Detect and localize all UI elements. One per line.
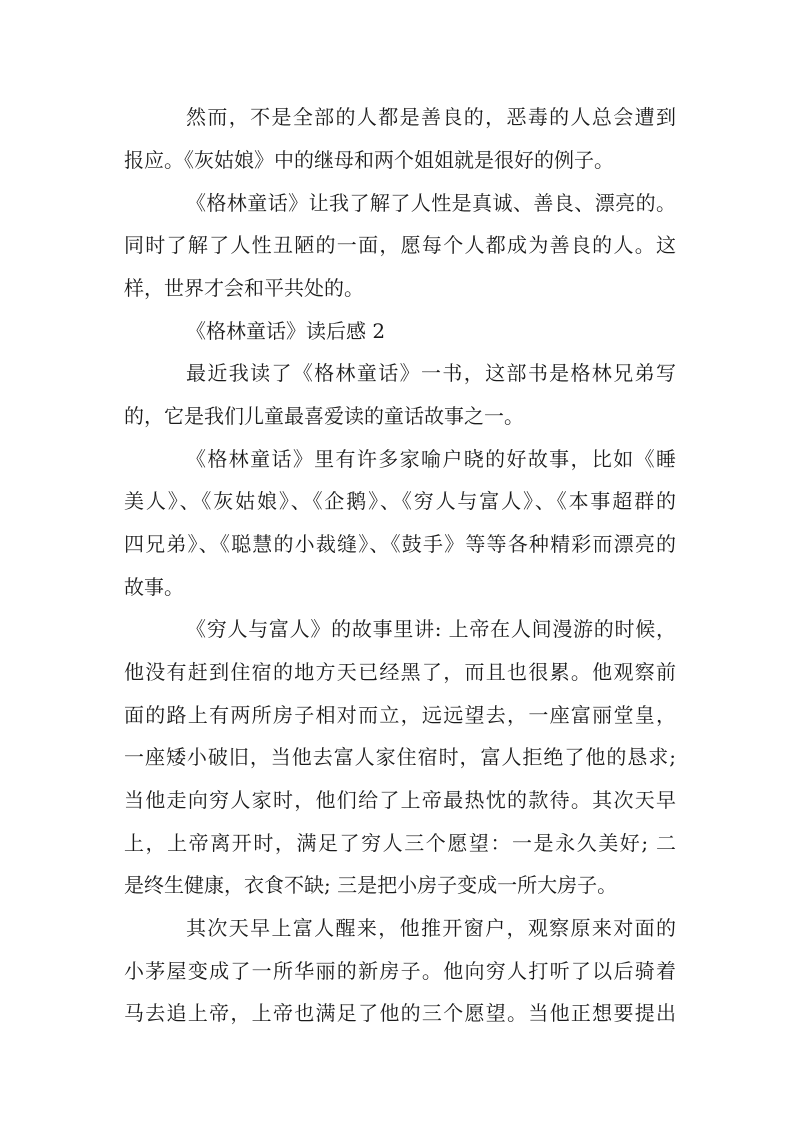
text-line: 当他走向穷人家时，他们给了上帝最热忱的款待。其次天早	[124, 788, 676, 812]
text-line: 是终生健康，衣食不缺; 三是把小房子变成一所大房子。	[124, 873, 618, 897]
text-line: 他没有赶到住宿的地方天已经黑了，而且也很累。他观察前	[124, 660, 676, 684]
text-line: 美人》、《灰姑娘》、《企鹅》、《穷人与富人》、《本事超群的	[124, 489, 676, 513]
text-line: 《格林童话》里有许多家喻户晓的好故事，比如《睡	[186, 447, 676, 471]
text-line: 同时了解了人性丑陋的一面，愿每个人都成为善良的人。这	[124, 233, 676, 257]
text-line: 四兄弟》、《聪慧的小裁缝》、《鼓手》等等各种精彩而漂亮的	[124, 532, 676, 556]
text-line: 《穷人与富人》的故事里讲: 上帝在人间漫游的时候，	[186, 617, 676, 641]
text-line: 《格林童话》让我了解了人性是真诚、善良、漂亮的。	[186, 191, 676, 215]
text-line: 面的路上有两所房子相对而立，远远望去，一座富丽堂皇，	[124, 703, 676, 727]
text-line: 其次天早上富人醒来，他推开窗户，观察原来对面的	[186, 916, 676, 940]
text-line: 报应。《灰姑娘》中的继母和两个姐姐就是很好的例子。	[124, 148, 614, 172]
text-line: 样，世界才会和平共处的。	[124, 276, 364, 300]
text-line: 小茅屋变成了一所华丽的新房子。他向穷人打听了以后骑着	[124, 959, 676, 983]
text-line: 马去追上帝，上帝也满足了他的三个愿望。当他正想要提出	[124, 1001, 676, 1025]
text-line: 最近我读了《格林童话》一书，这部书是格林兄弟写	[186, 361, 676, 385]
text-line: 一座矮小破旧，当他去富人家住宿时，富人拒绝了他的恳求;	[124, 745, 676, 769]
text-line: 的，它是我们儿童最喜爱读的童话故事之一。	[124, 404, 524, 428]
text-line: 上，上帝离开时，满足了穷人三个愿望：一是永久美好; 二	[124, 831, 676, 855]
section-heading: 《格林童话》读后感 2	[186, 319, 386, 343]
text-line: 故事。	[124, 575, 184, 599]
text-line: 然而，不是全部的人都是善良的，恶毒的人总会遭到	[186, 105, 676, 129]
